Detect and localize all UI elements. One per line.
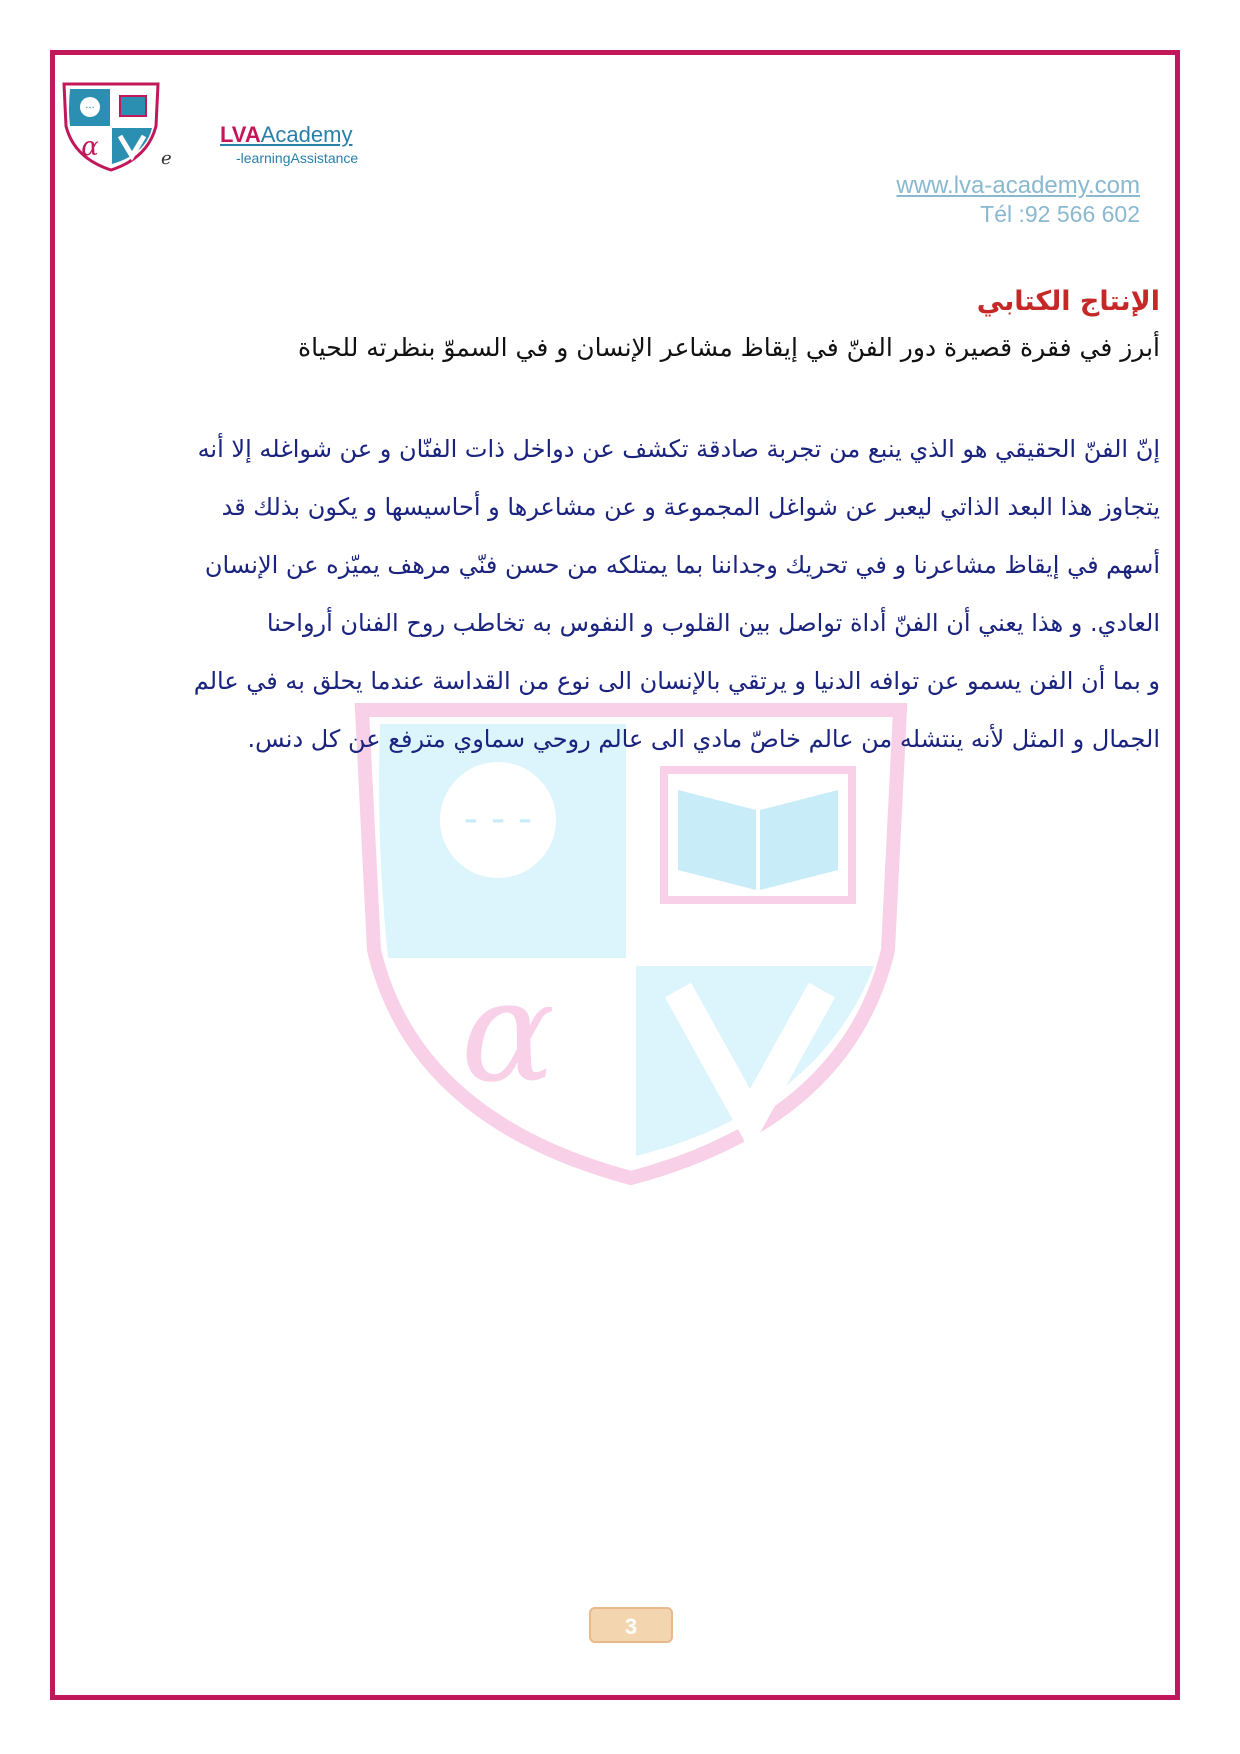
svg-text:- - -: - - -	[463, 796, 533, 842]
svg-text:···: ···	[85, 103, 95, 114]
essay-line: العادي. و هذا يعني أن الفنّ أداة تواصل بين القلوب و النفوس به تخاطب روح الفنان أرواحنا	[266, 609, 1160, 637]
essay-line: إنّ الفنّ الحقيقي هو الذي ينبع من تجربة صادقة تكشف عن دواخل ذات الفنّان و عن شواغله إلا أنه	[197, 435, 1160, 463]
website-link[interactable]: www.lva-academy.com	[896, 172, 1140, 199]
phone-number: Tél :92 566 602	[980, 201, 1140, 227]
writing-prompt: أبرز في فقرة قصيرة دور الفنّ في إيقاظ مشاعر الإنسان و في السموّ بنظرته للحياة	[298, 333, 1160, 362]
brand-lva: LVA	[220, 122, 261, 147]
essay-paragraph	[148, 420, 1160, 768]
brand-tagline: -learningAssistance	[236, 150, 359, 166]
brand-block	[220, 122, 358, 166]
contact-block	[896, 172, 1140, 228]
logo-letter: e	[161, 148, 172, 169]
page-number-badge: 3	[589, 1607, 673, 1643]
brand-name	[220, 122, 358, 148]
essay-line: يتجاوز هذا البعد الذاتي ليعبر عن شواغل المجموعة و عن مشاعرها و أحاسيسها و يكون بذلك قد	[221, 493, 1160, 521]
main-content	[148, 282, 1160, 768]
brand-academy: Academy	[260, 122, 353, 147]
logo-watermark	[348, 700, 914, 1186]
essay-line: الجمال و المثل لأنه ينتشله من عالم خاصّ مادي الى عالم روحي سماوي مترفع عن كل دنس.	[247, 725, 1160, 753]
section-heading: الإنتاج الكتابي	[976, 286, 1160, 317]
svg-text:α: α	[460, 951, 556, 1114]
essay-line: و بما أن الفن يسمو عن توافه الدنيا و يرتقي بالإنسان الى نوع من القداسة عندما يحلق به في عالم	[193, 667, 1160, 695]
essay-line: أسهم في إيقاظ مشاعرنا و في تحريك وجداننا بما يمتلكه من حسن فنّي مرهف يميّزه عن الإنسان	[204, 551, 1160, 579]
svg-text:α: α	[81, 132, 99, 162]
academy-logo	[58, 80, 164, 172]
